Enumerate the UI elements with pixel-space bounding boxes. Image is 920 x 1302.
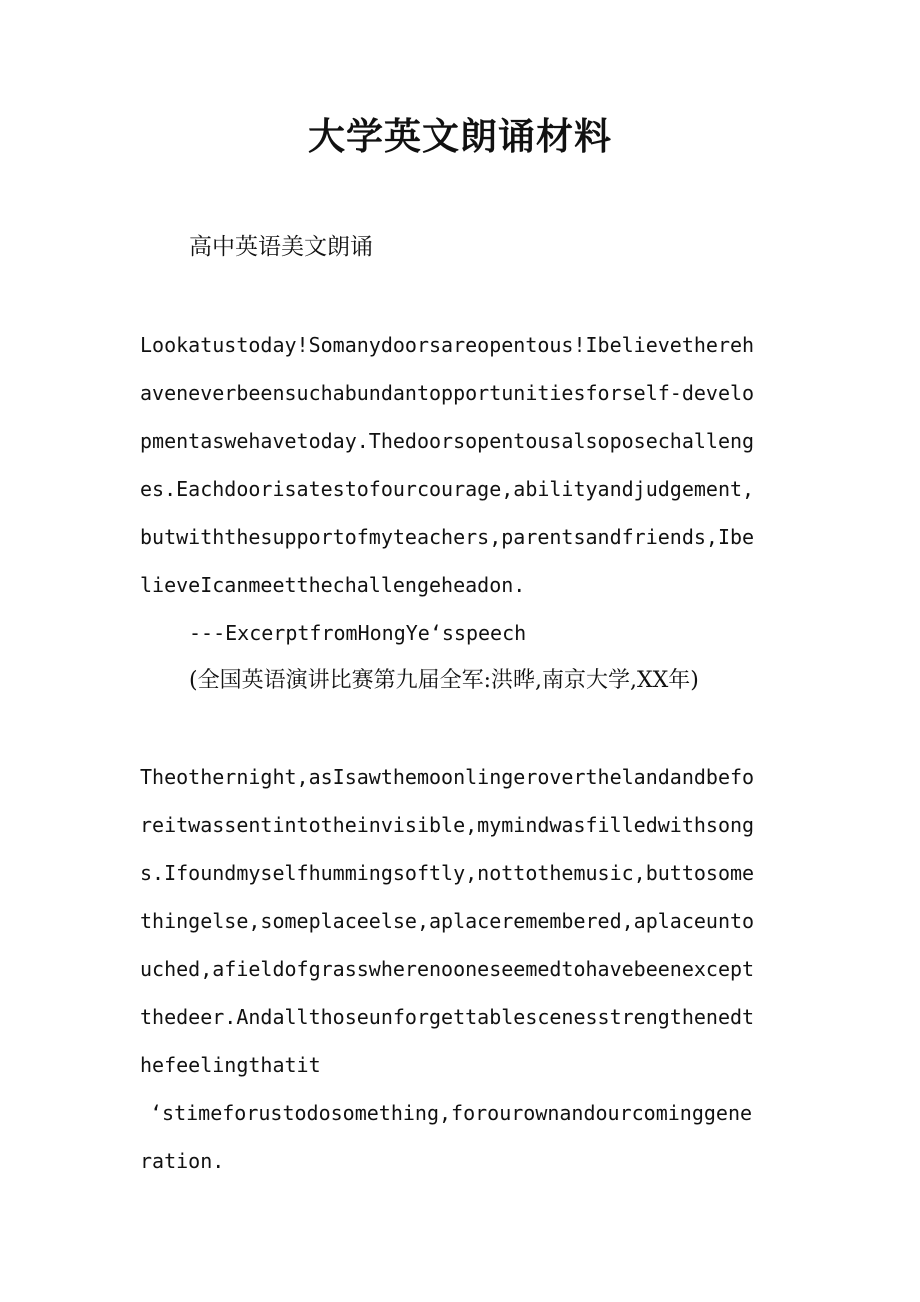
passage-2-line: Theothernight,asIsawthemoonlingeroverthelandandbefo xyxy=(140,765,755,789)
section-subtitle: 高中英语美文朗诵 xyxy=(189,234,373,260)
passage-1-line: butwiththesupportofmyteachers,parentsandfriends,Ibe xyxy=(140,525,755,549)
passage-2-line: thedeer.Andallthoseunforgettablescenesstrengthenedt xyxy=(140,1005,755,1029)
passage-2-line: thingelse,someplaceelse,aplaceremembered,aplaceunto xyxy=(140,909,755,933)
source-note: (全国英语演讲比赛第九届全军:洪晔,南京大学,XX年) xyxy=(189,668,699,693)
passage-1-line: pmentaswehavetoday.Thedoorsopentousalsoposechalleng xyxy=(140,429,755,453)
passage-1-line: aveneverbeensuchabundantopportunitiesforself-develo xyxy=(140,381,755,405)
passage-2-line: ‘stimeforustodosomething,forourownandourcominggene xyxy=(150,1101,753,1125)
passage-1-line: lieveIcanmeetthechallengeheadon. xyxy=(140,573,526,597)
passage-1-line: Lookatustoday!Somanydoorsareopentous!Ibelievethereh xyxy=(140,333,755,357)
passage-1-line: es.Eachdoorisatestofourcourage,abilityandjudgement, xyxy=(140,477,755,501)
passage-2-line: ration. xyxy=(140,1149,225,1173)
page-title: 大学英文朗诵材料 xyxy=(308,114,612,158)
excerpt-attribution: ---ExcerptfromHongYe‘sspeech xyxy=(189,621,527,645)
passage-2-line: uched,afieldofgrasswherenooneseemedtohavebeenexcept xyxy=(140,957,755,981)
passage-2-line: s.Ifoundmyselfhummingsoftly,nottothemusic,buttosome xyxy=(140,861,755,885)
passage-2-line: reitwassentintotheinvisible,mymindwasfilledwithsong xyxy=(140,813,755,837)
passage-2-line: hefeelingthatit xyxy=(140,1053,321,1077)
